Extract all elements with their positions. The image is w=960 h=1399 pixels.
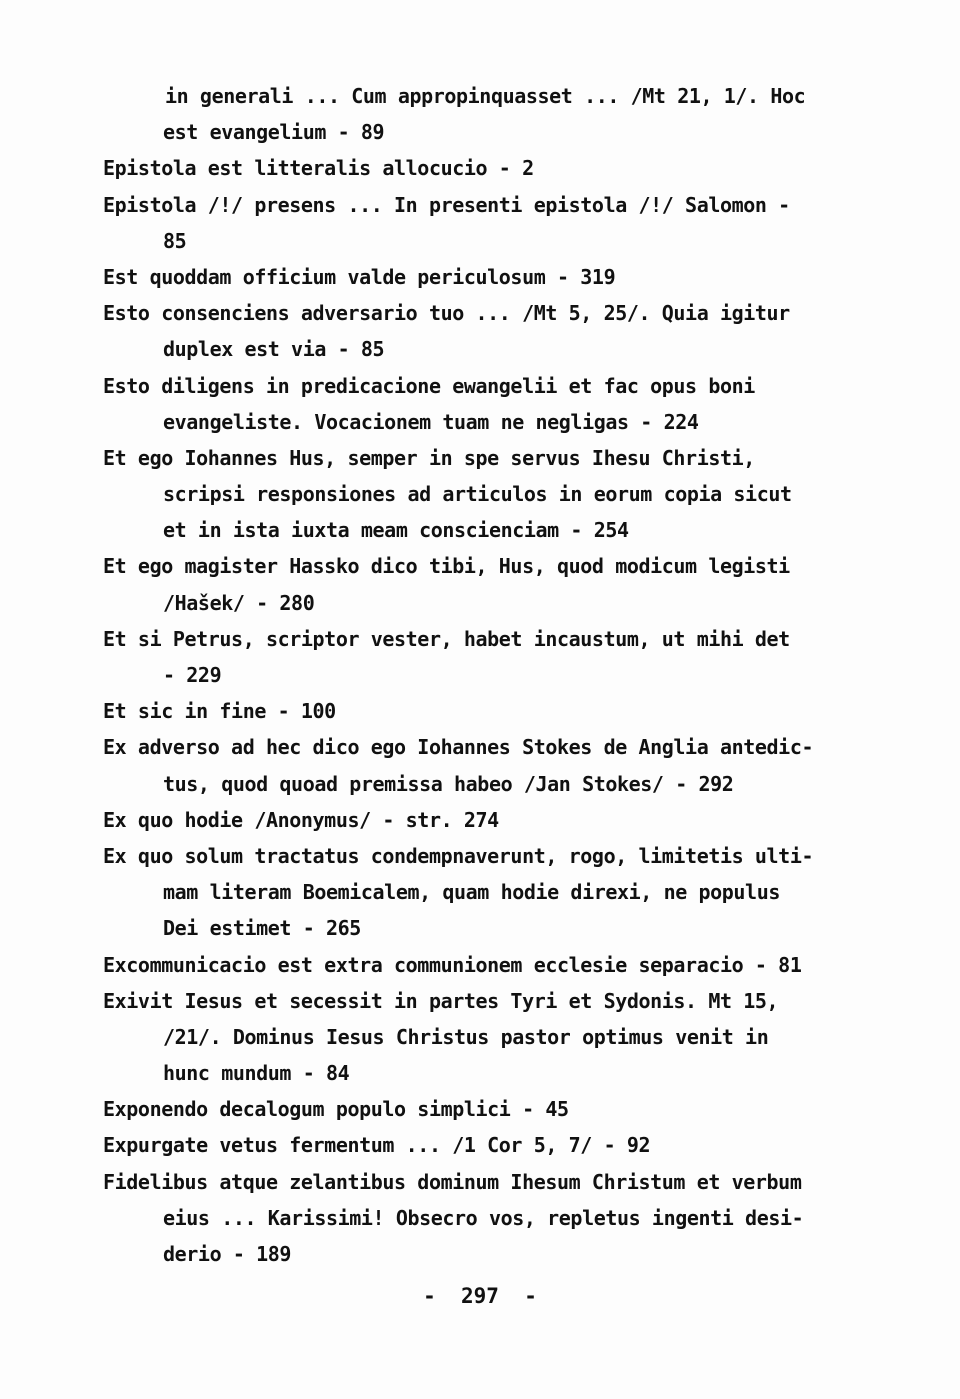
- index-entry-first-line: Epistola est litteralis allocucio - 2: [103, 156, 534, 181]
- index-entry: [103, 983, 903, 1092]
- index-entry-first-line: Et ego magister Hassko dico tibi, Hus, quod modicum legisti: [103, 554, 790, 579]
- index-entry: [103, 621, 903, 693]
- index-entry-first-line: Esto consenciens adversario tuo ... /Mt 5, 25/. Quia igitur: [103, 301, 790, 326]
- index-entry: [103, 548, 903, 620]
- index-entry: [103, 1164, 903, 1273]
- index-entry-first-line: Exponendo decalogum populo simplici - 45: [103, 1097, 569, 1122]
- index-entry-first-line: in generali ... Cum appropinquasset ... /Mt 21, 1/. Hoc: [165, 84, 806, 108]
- index-entry-continuation-line: scripsi responsiones ad articulos in eorum copia sicut: [163, 482, 792, 507]
- index-entry: [103, 729, 903, 801]
- index-entry-first-line: Est quoddam officium valde periculosum - 319: [103, 264, 616, 289]
- index-entry-first-line: Et ego Iohannes Hus, semper in spe servus Ihesu Christi,: [103, 445, 755, 470]
- index-entry-first-line: Ex adverso ad hec dico ego Iohannes Stokes de Anglia antedic-: [103, 735, 814, 760]
- index-entry: [103, 693, 903, 729]
- index-entry-first-line: Esto diligens in predicacione ewangelii et fac opus boni: [103, 373, 755, 398]
- index-entry-first-line: Excommunicacio est extra communionem ecclesie separacio - 81: [103, 952, 802, 977]
- index-entry-continuation-line: - 229: [163, 663, 222, 687]
- index-entry: [103, 947, 903, 983]
- index-entry-continuation-line: 85: [163, 228, 187, 253]
- index-entry: [103, 150, 903, 186]
- index-entry-first-line: Et si Petrus, scriptor vester, habet incaustum, ut mihi det: [103, 626, 790, 651]
- index-entry-first-line: Ex quo hodie /Anonymus/ - str. 274: [103, 807, 499, 832]
- index-entry: [103, 802, 903, 838]
- index-entry-first-line: Ex quo solum tractatus condempnaverunt, rogo, limitetis ulti-: [103, 843, 814, 868]
- index-entry-continuation-line: hunc mundum - 84: [163, 1061, 350, 1086]
- index-entry-first-line: Exivit Iesus et secessit in partes Tyri et Sydonis. Mt 15,: [103, 988, 779, 1013]
- index-entry-continuation-line: et in ista iuxta meam conscienciam - 254: [163, 518, 629, 543]
- index-entry: [103, 1091, 903, 1127]
- index-entry-continuation-line: est evangelium - 89: [163, 120, 385, 145]
- index-entry-first-line: Et sic in fine - 100: [103, 699, 336, 724]
- index-entry-continuation-line: /21/. Dominus Iesus Christus pastor optimus venit in: [163, 1024, 769, 1049]
- index-entry: [103, 187, 903, 259]
- index-entry-continuation-line: mam literam Boemicalem, quam hodie direxi, ne populus: [163, 880, 780, 905]
- index-entry-first-line: Epistola /!/ presens ... In presenti epistola /!/ Salomon -: [103, 192, 790, 217]
- index-entry: [103, 1127, 903, 1163]
- incipit-index-list: [103, 78, 903, 1272]
- index-entry: [103, 838, 903, 947]
- index-entry: [103, 440, 903, 549]
- index-entry-continuation-line: derio - 189: [163, 1242, 292, 1266]
- index-entry-continuation-line: evangeliste. Vocacionem tuam ne negligas - 224: [163, 409, 699, 434]
- index-entry-continuation-line: eius ... Karissimi! Obsecro vos, repletus ingenti desi-: [163, 1205, 804, 1230]
- page-number: - 297 -: [423, 1284, 537, 1308]
- index-entry-continuation-line: tus, quod quoad premissa habeo /Jan Stokes/ - 292: [163, 771, 734, 796]
- index-entry-continuation-line: duplex est via - 85: [163, 337, 385, 362]
- index-entry-first-line: Fidelibus atque zelantibus dominum Ihesum Christum et verbum: [103, 1169, 802, 1194]
- index-entry-first-line: Expurgate vetus fermentum ... /1 Cor 5, 7/ - 92: [103, 1133, 651, 1158]
- index-entry: [103, 78, 903, 150]
- index-entry-continuation-line: /Hašek/ - 280: [163, 590, 315, 615]
- index-entry: [103, 368, 903, 440]
- index-entry-continuation-line: Dei estimet - 265: [163, 916, 361, 941]
- index-entry: [103, 259, 903, 295]
- index-entry: [103, 295, 903, 367]
